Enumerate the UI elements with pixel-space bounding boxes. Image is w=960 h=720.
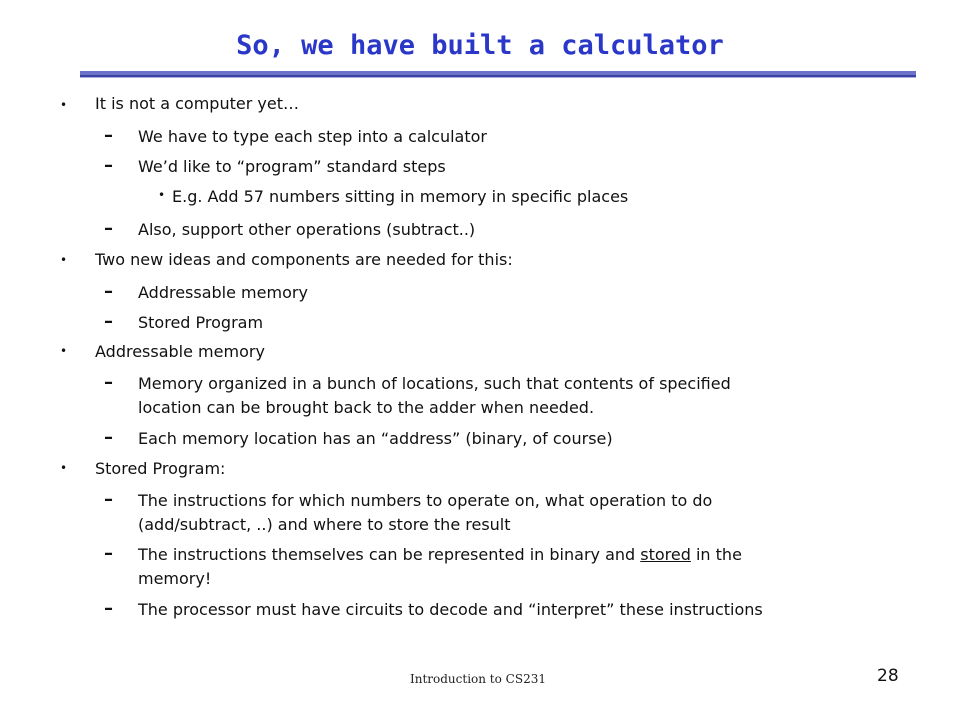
- sub-bullet-text: Each memory location has an “address” (binary, of course): [138, 429, 613, 448]
- sub-bullet-text-continued: location can be brought back to the adder when needed.: [138, 398, 595, 417]
- dash-icon: –: [104, 427, 113, 448]
- sub-bullet-text: [138, 545, 742, 565]
- sub-bullet-text: The processor must have circuits to decode and “interpret” these instructions: [138, 600, 763, 619]
- dash-icon: –: [104, 598, 113, 619]
- dash-icon: –: [104, 218, 113, 239]
- sub-bullet-text-continued: memory!: [138, 569, 212, 588]
- bullet-icon: •: [60, 98, 68, 112]
- dash-icon: –: [104, 372, 113, 393]
- text-segment: in the: [690, 545, 742, 564]
- dash-icon: –: [104, 155, 113, 176]
- dash-icon: –: [104, 489, 113, 510]
- emphasis-text: stored: [640, 545, 691, 564]
- bullet-text: Stored Program:: [95, 459, 226, 478]
- sub-bullet-text: We’d like to “program” standard steps: [138, 157, 446, 176]
- dash-icon: –: [104, 311, 113, 332]
- bullet-icon: •: [158, 188, 166, 202]
- bullet-icon: •: [60, 344, 68, 358]
- sub-bullet-text: We have to type each step into a calculator: [138, 127, 487, 146]
- sub-bullet-text: Also, support other operations (subtract..): [138, 220, 476, 239]
- bullet-text: Two new ideas and components are needed for this:: [95, 250, 513, 269]
- sub-bullet-text: The instructions for which numbers to operate on, what operation to do: [138, 491, 713, 510]
- slide-title: So, we have built a calculator: [236, 30, 724, 61]
- bullet-icon: •: [60, 253, 68, 267]
- dash-icon: –: [104, 281, 113, 302]
- sub-sub-bullet-text: E.g. Add 57 numbers sitting in memory in specific places: [172, 187, 629, 206]
- bullet-text: Addressable memory: [95, 342, 265, 361]
- dash-icon: –: [104, 125, 113, 146]
- bullet-icon: •: [60, 461, 68, 475]
- sub-bullet-text: Addressable memory: [138, 283, 308, 302]
- dash-icon: –: [104, 543, 113, 564]
- page-number: 28: [877, 666, 899, 686]
- text-segment: The instructions themselves can be represented in binary and: [138, 545, 641, 564]
- slide-footer: Introduction to CS231: [410, 672, 546, 686]
- sub-bullet-text: Memory organized in a bunch of locations, such that contents of specified: [138, 374, 731, 393]
- sub-bullet-text: Stored Program: [138, 313, 264, 332]
- sub-bullet-text-continued: (add/subtract, ..) and where to store the result: [138, 515, 511, 534]
- bullet-text: It is not a computer yet…: [95, 94, 299, 113]
